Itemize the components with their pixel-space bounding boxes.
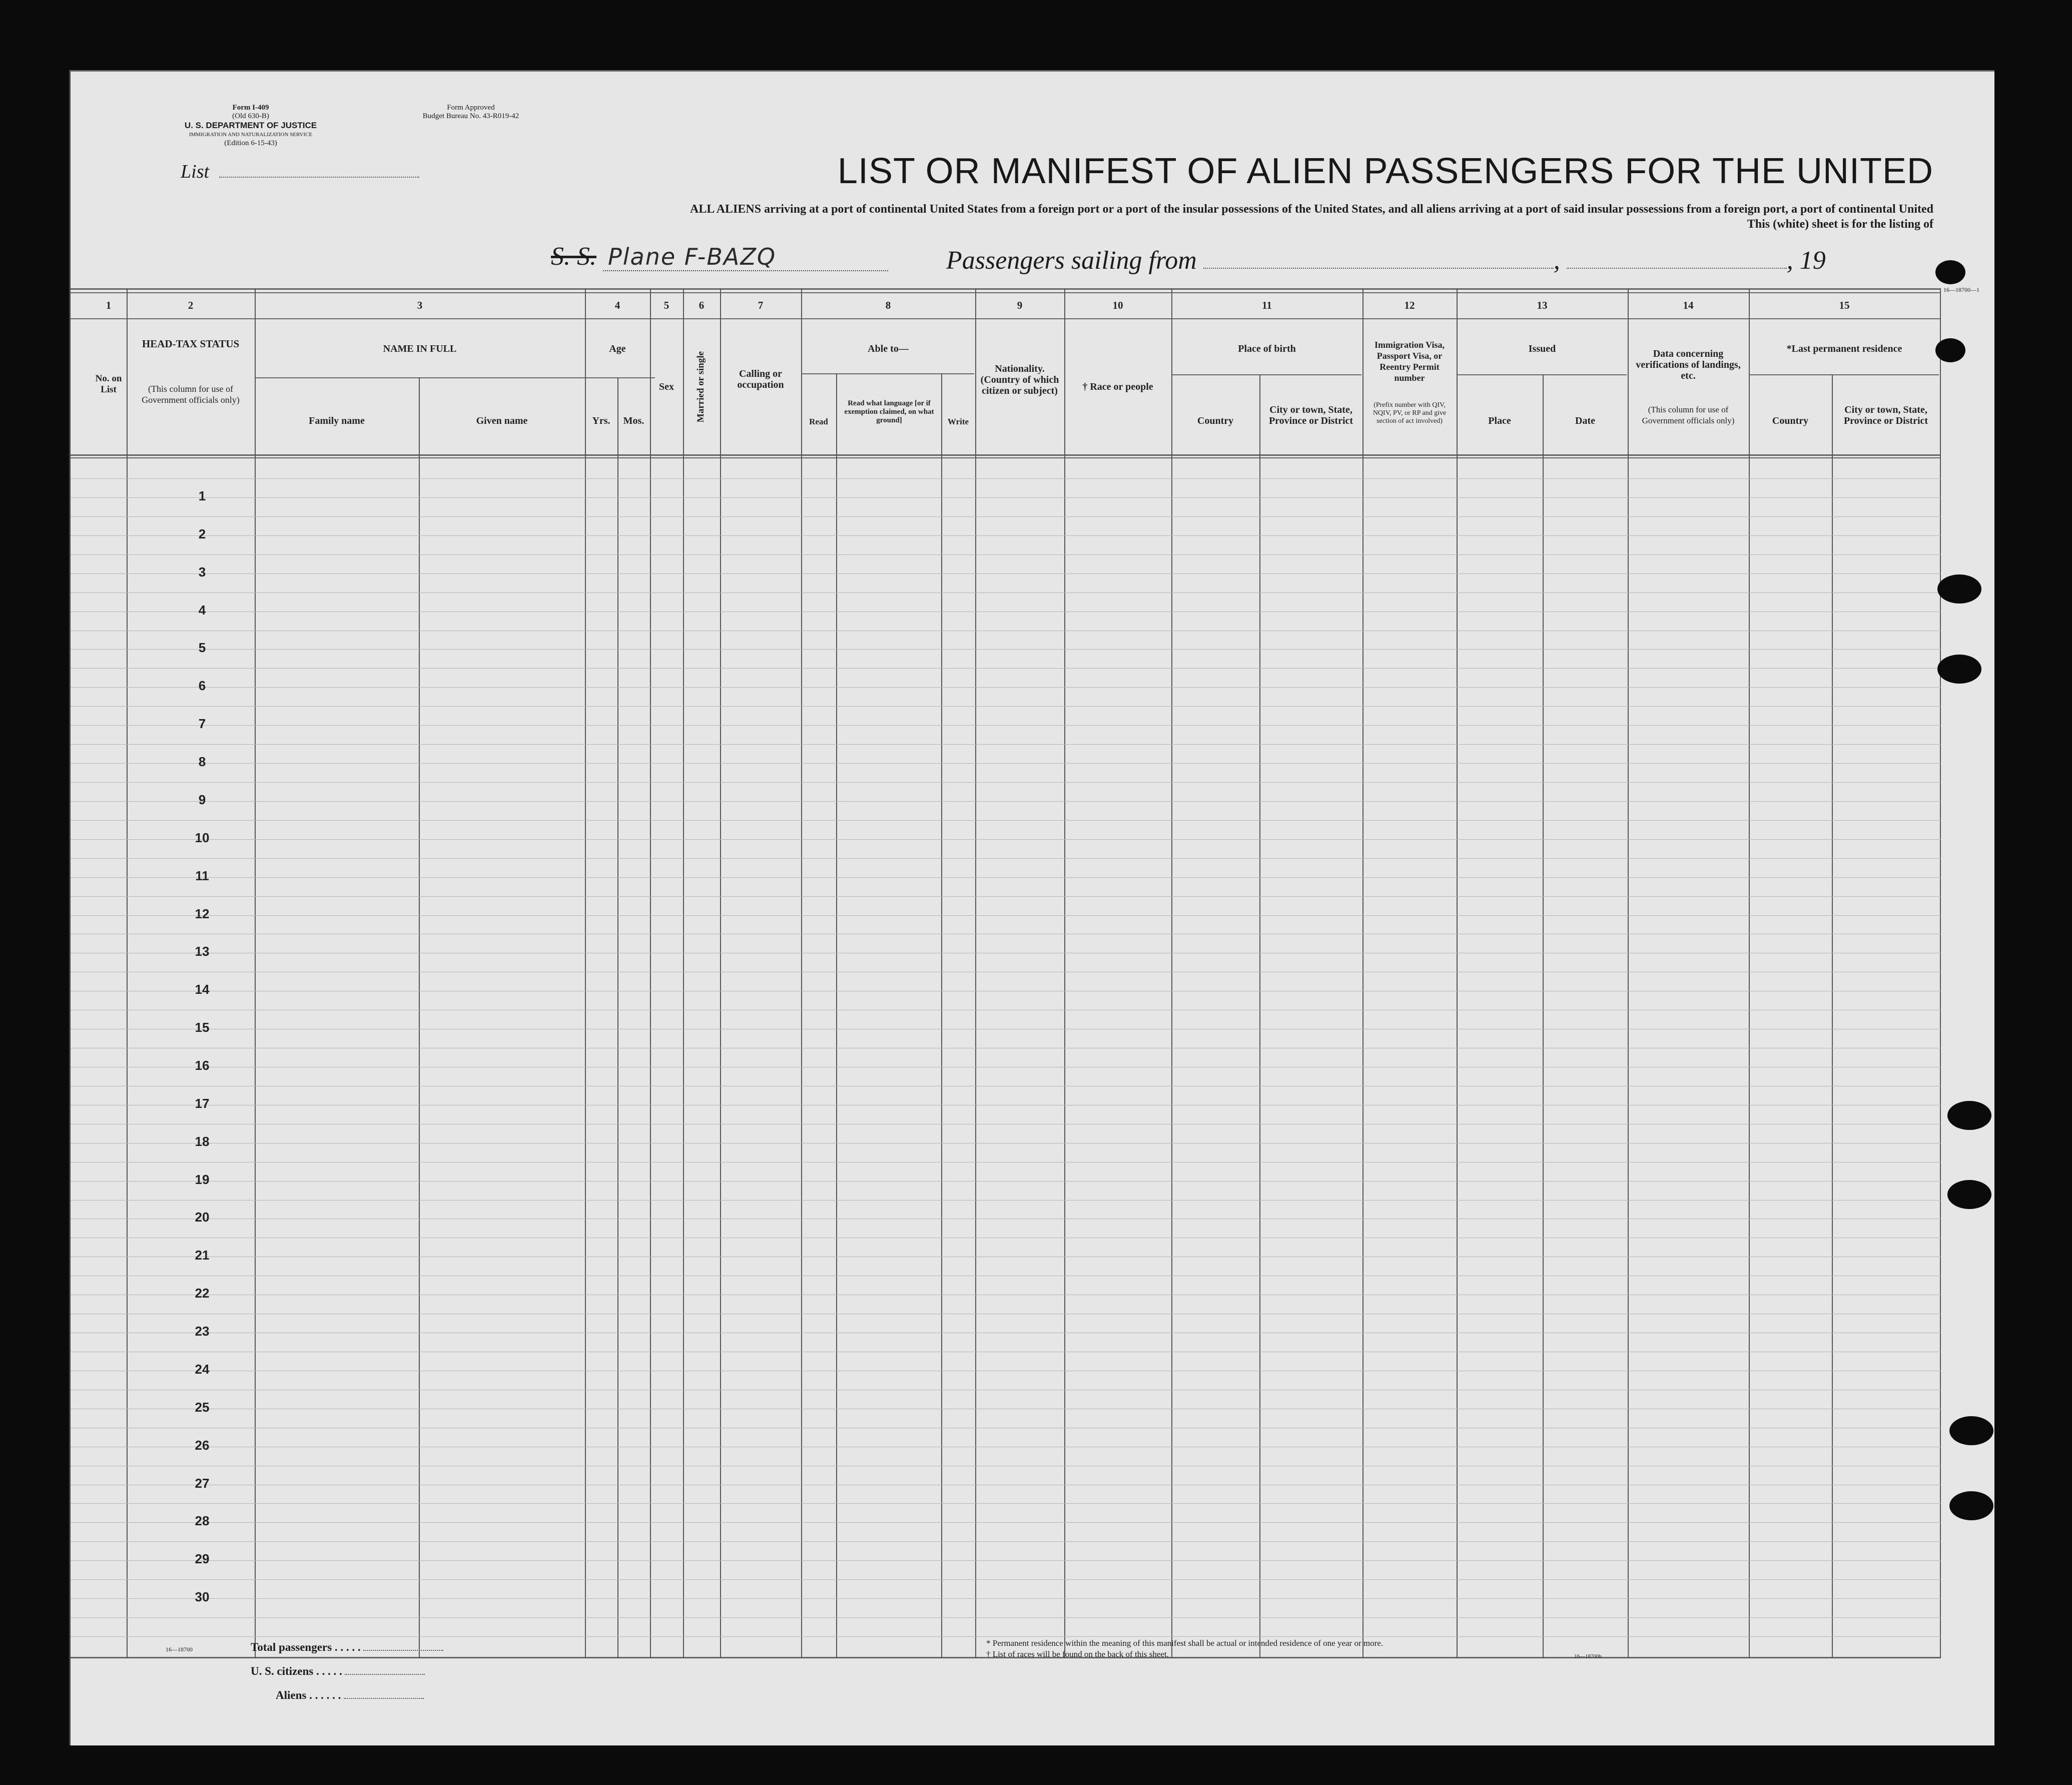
vessel-name-handwritten: Plane F-BAZQ	[603, 243, 888, 271]
header-age-years: Yrs.	[592, 415, 610, 426]
table-row	[71, 1096, 1941, 1134]
table-row	[71, 1248, 1941, 1286]
table-row	[71, 678, 1941, 716]
table-top-rule	[71, 288, 1941, 290]
table-row	[71, 1589, 1941, 1627]
subtitle-line-1: ALL ALIENS arriving at a port of continental United States from a foreign port or a port of the insular possessions of the United States, and all aliens arriving at a port of said insular possessions from a foreign port, a port of continental United	[690, 203, 1933, 216]
table-row	[71, 1476, 1941, 1514]
table-row	[71, 564, 1941, 603]
punch-hole	[1937, 574, 1981, 604]
manifest-sheet	[69, 70, 1994, 1745]
residence-subheader-rule	[1749, 374, 1939, 375]
table-row	[71, 603, 1941, 641]
department-name: U. S. DEPARTMENT OF JUSTICE	[184, 121, 317, 130]
row-number: 16	[195, 1058, 210, 1073]
aliens-row: Aliens . . . . . .	[251, 1683, 443, 1707]
row-number: 24	[195, 1361, 210, 1377]
totals-block	[251, 1635, 443, 1707]
col-number-9: 9	[1017, 299, 1023, 311]
row-number: 6	[198, 678, 206, 694]
col-number-10: 10	[1112, 299, 1123, 311]
row-number: 17	[195, 1095, 210, 1111]
sailing-port-line	[1203, 268, 1554, 269]
col-number-5: 5	[663, 299, 669, 311]
table-row	[71, 1400, 1941, 1438]
total-passengers-field	[363, 1650, 443, 1651]
row-number: 27	[195, 1475, 210, 1491]
punch-hole	[1947, 1180, 1991, 1209]
header-head-tax-status: HEAD-TAX STATUS	[142, 338, 240, 350]
footnote-residence: * Permanent residence within the meaning of this manifest shall be actual or intended residence of one year or more.	[986, 1638, 1384, 1648]
form-approved: Form Approved	[447, 104, 495, 112]
sailing-line: Passengers sailing from , , 19	[946, 246, 1826, 275]
col-number-2: 2	[188, 299, 194, 311]
list-label: List	[181, 161, 210, 182]
header-visa-number: Immigration Visa, Passport Visa, or Reentry Permit number	[1374, 340, 1445, 383]
header-residence-country: Country	[1772, 415, 1809, 426]
header-nationality: Nationality. (Country of which citizen or subject)	[980, 363, 1059, 396]
manifest-table	[71, 288, 1994, 1660]
header-bottom-rule	[71, 454, 1941, 456]
total-passengers-label: Total passengers	[251, 1641, 332, 1653]
header-married-or-single: Married or single	[696, 351, 706, 423]
year-prefix: 19	[1799, 246, 1826, 275]
total-passengers-row: Total passengers . . . . .	[251, 1635, 443, 1659]
aliens-label: Aliens	[276, 1689, 307, 1701]
col-number-4: 4	[614, 299, 620, 311]
header-family-name: Family name	[309, 415, 365, 426]
issued-subheader-rule	[1457, 374, 1627, 375]
budget-bureau-number: Budget Bureau No. 43-R019-42	[422, 112, 519, 120]
row-number: 7	[198, 716, 206, 732]
vessel-line	[551, 242, 888, 271]
header-read: Read	[809, 417, 828, 426]
header-no-on-list: No. on List	[95, 373, 122, 395]
column-number-rule	[71, 318, 1941, 319]
header-residence-city: City or town, State, Province or District	[1843, 404, 1928, 426]
edition-date: (Edition 6-15-43)	[224, 139, 277, 147]
header-verification-note: (This column for use of Government officials only)	[1642, 405, 1735, 425]
row-number: 1	[198, 488, 206, 503]
table-row	[71, 526, 1941, 564]
table-row	[71, 868, 1941, 906]
header-race-or-people: † Race or people	[1082, 381, 1153, 392]
row-number: 3	[198, 564, 206, 579]
footnotes	[986, 1638, 1637, 1662]
table-row	[71, 1210, 1941, 1248]
list-number-line	[219, 177, 419, 178]
header-issued-date: Date	[1575, 415, 1595, 426]
old-form-number: (Old 630-B)	[232, 112, 269, 120]
table-row	[71, 906, 1941, 944]
row-number: 28	[195, 1513, 210, 1529]
col-number-14: 14	[1683, 299, 1694, 311]
row-number: 26	[195, 1437, 210, 1453]
row-number: 4	[198, 602, 206, 618]
header-age: Age	[609, 343, 626, 354]
punch-hole	[1937, 655, 1981, 684]
sailing-date-line	[1567, 268, 1787, 269]
table-row	[71, 1551, 1941, 1589]
col-number-15: 15	[1839, 299, 1850, 311]
table-row	[71, 1513, 1941, 1551]
header-place-of-birth: Place of birth	[1238, 343, 1296, 354]
vessel-prefix: S. S.	[551, 242, 596, 271]
header-calling-occupation: Calling or occupation	[737, 368, 784, 390]
manifest-rows	[71, 457, 1941, 1656]
header-birth-city: City or town, State, Province or District	[1268, 404, 1353, 426]
punch-hole	[1935, 338, 1965, 362]
table-row	[71, 754, 1941, 792]
punch-hole	[1935, 260, 1965, 284]
sailing-from-label: Passengers sailing from	[946, 246, 1197, 275]
row-number: 10	[195, 830, 210, 845]
header-birth-country: Country	[1197, 415, 1234, 426]
punch-hole	[1949, 1491, 1993, 1520]
header-able-to: Able to—	[868, 343, 909, 354]
table-row	[71, 982, 1941, 1020]
list-field	[181, 161, 419, 183]
us-citizens-field	[345, 1674, 425, 1675]
form-id-block	[161, 104, 341, 148]
row-number: 15	[195, 1020, 210, 1035]
row-number: 22	[195, 1286, 210, 1301]
table-row	[71, 1134, 1941, 1172]
row-number: 5	[198, 640, 206, 656]
col-number-11: 11	[1262, 299, 1272, 311]
row-number: 21	[195, 1248, 210, 1263]
table-row	[71, 944, 1941, 982]
row-number: 25	[195, 1399, 210, 1415]
row-number: 2	[198, 526, 206, 541]
age-subheader-rule	[585, 377, 655, 378]
header-name-in-full: NAME IN FULL	[383, 343, 457, 354]
row-number: 9	[198, 792, 206, 807]
col-number-13: 13	[1537, 299, 1548, 311]
table-row	[71, 1362, 1941, 1400]
punch-hole	[1949, 1416, 1993, 1445]
table-top-rule-2	[71, 292, 1941, 293]
table-row	[71, 640, 1941, 678]
row-number: 30	[195, 1589, 210, 1605]
punch-hole	[1947, 1101, 1991, 1130]
row-number: 20	[195, 1210, 210, 1225]
header-issued: Issued	[1528, 343, 1556, 354]
service-name: IMMIGRATION AND NATURALIZATION SERVICE	[189, 132, 313, 138]
table-row	[71, 1058, 1941, 1096]
footnote-races: † List of races will be found on the back of this sheet.	[986, 1649, 1169, 1659]
header-given-name: Given name	[476, 415, 528, 426]
table-row	[71, 1020, 1941, 1058]
print-code-bottom: 16—18700	[166, 1646, 193, 1653]
footnote-code: 16—18700b	[1574, 1653, 1602, 1659]
table-row	[71, 1172, 1941, 1210]
row-number: 12	[195, 906, 210, 921]
able-subheader-rule	[801, 373, 974, 374]
col-number-8: 8	[885, 299, 891, 311]
col-number-1: 1	[106, 299, 112, 311]
table-row	[71, 716, 1941, 754]
header-visa-note: (Prefix number with QIV, NQIV, PV, or RP and give section of act involved)	[1372, 401, 1447, 425]
header-verification-data: Data concerning verifications of landings, etc.	[1636, 348, 1741, 381]
row-number: 14	[195, 982, 210, 997]
header-last-residence: *Last permanent residence	[1786, 343, 1902, 354]
subtitle-line-2: This (white) sheet is for the listing of	[1747, 218, 1933, 231]
table-row	[71, 1438, 1941, 1476]
table-row	[71, 488, 1941, 526]
approval-block	[396, 104, 546, 121]
header-age-months: Mos.	[623, 415, 644, 426]
row-number: 11	[195, 868, 209, 883]
col-number-6: 6	[699, 299, 705, 311]
row-number: 18	[195, 1133, 210, 1149]
col-number-12: 12	[1404, 299, 1415, 311]
header-write: Write	[947, 417, 969, 426]
print-code-top: 16—18700—1	[1943, 286, 1979, 293]
row-number: 13	[195, 944, 210, 959]
row-number: 29	[195, 1551, 210, 1567]
table-row	[71, 830, 1941, 868]
header-issued-place: Place	[1488, 415, 1511, 426]
aliens-field	[344, 1698, 424, 1699]
header-sex: Sex	[659, 381, 674, 392]
table-row	[71, 792, 1941, 830]
header-read-language: Read what language [or if exemption claimed, on what ground]	[844, 399, 934, 424]
col-number-7: 7	[758, 299, 764, 311]
table-row	[71, 1286, 1941, 1324]
form-number: Form I-409	[232, 104, 269, 112]
row-number: 23	[195, 1324, 210, 1339]
page-title: LIST OR MANIFEST OF ALIEN PASSENGERS FOR THE UNITED	[837, 151, 1933, 191]
row-number: 8	[198, 754, 206, 770]
row-number: 19	[195, 1171, 210, 1187]
us-citizens-label: U. S. citizens	[251, 1665, 314, 1677]
header-head-tax-note: (This column for use of Government officials only)	[142, 384, 240, 405]
birth-subheader-rule	[1171, 374, 1361, 375]
col-number-3: 3	[417, 299, 423, 311]
table-row	[71, 1324, 1941, 1362]
us-citizens-row: U. S. citizens . . . . .	[251, 1659, 443, 1683]
rule-line	[71, 478, 1941, 479]
